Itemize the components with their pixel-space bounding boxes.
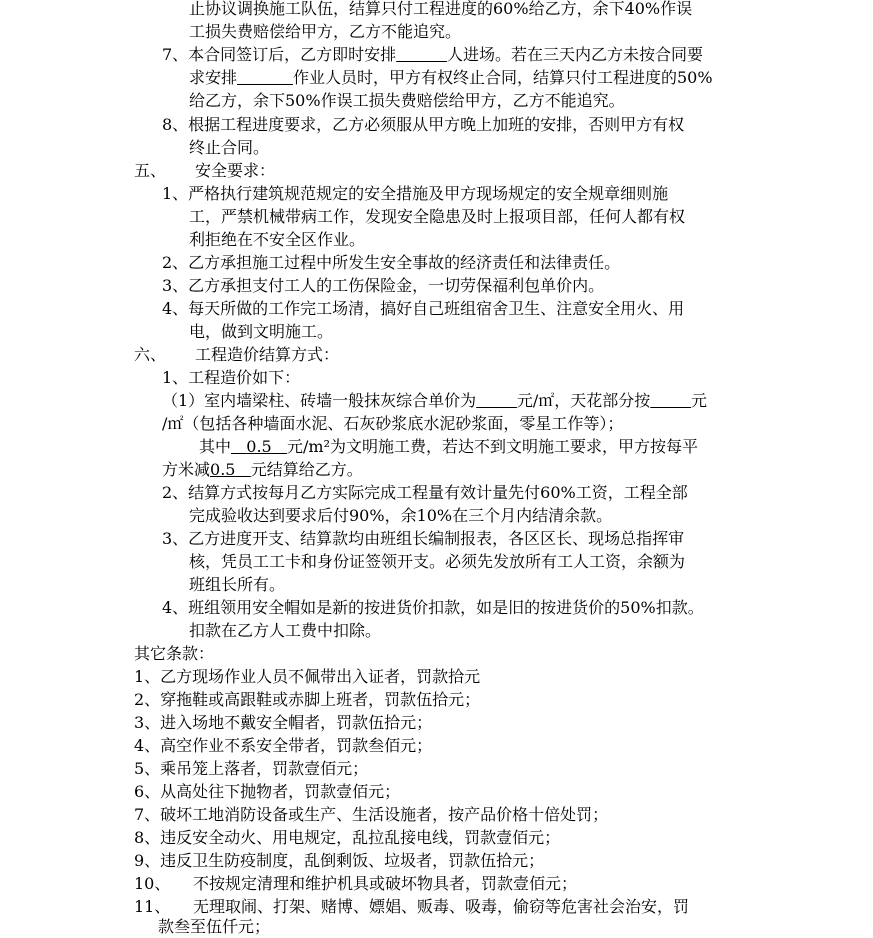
- section6-item-line: 3、乙方进度开支、结算款均由班组长编制报表，各区区长、现场总指挥审: [162, 529, 685, 548]
- section6-civilized-line2: [162, 458, 363, 481]
- other-clause-11-cont: 款叁至伍仟元；: [158, 917, 271, 936]
- section6-item-line: 2、结算方式按每月乙方实际完成工程量有效计量先付60%工资，工程全部: [162, 483, 688, 502]
- civ-deduct-value: [210, 460, 251, 479]
- item7-text-a: 7、本合同签订后，乙方即时安排: [162, 45, 397, 64]
- other-clause-item: 7、破坏工地消防设备或生产、生活设施者，按产品价格十倍处罚；: [134, 805, 609, 824]
- clause4-item7-line2: [189, 66, 713, 89]
- civ-text-b: 元/m²为文明施工费，若达不到文明施工要求，甲方按每平: [287, 437, 698, 456]
- section6-item1: 1、工程造价如下：: [162, 368, 301, 387]
- section6-item-line: 4、班组领用安全帽如是新的按进货价扣款，如是旧的按进货价的50%扣款。: [162, 598, 704, 617]
- clause4-item6-line2: 工损失费赔偿给甲方，乙方不能追究。: [189, 22, 462, 41]
- section6-number: 六、: [134, 345, 167, 364]
- clause4-item6-line1: 止协议调换施工队伍，结算只付工程进度的60%给乙方，余下40%作误: [189, 0, 693, 18]
- sub1-blank-ceiling-price: [650, 391, 691, 410]
- civ-fee-value: [231, 437, 287, 456]
- section6-item-line: 班组长所有。: [189, 575, 286, 594]
- other-clause-item: 8、违反安全动火、用电规定，乱拉乱接电线，罚款壹佰元；: [134, 828, 561, 847]
- section5-item-line: 2、乙方承担施工过程中所发生安全事故的经济责任和法律责任。: [162, 253, 621, 272]
- section5-item-line: 利拒绝在不安全区作业。: [189, 230, 366, 249]
- civ-deduct-number: 0.5: [210, 460, 236, 479]
- section6-civilized-line1: [199, 435, 698, 458]
- civ-text-a: 其中: [199, 437, 232, 456]
- item7-text-c: 求安排: [189, 68, 238, 87]
- section5-item-line: 电，做到文明施工。: [189, 322, 334, 341]
- section5-item-line: 1、严格执行建筑规范规定的安全措施及甲方现场规定的安全规章细则施: [162, 184, 669, 203]
- other-clause-item: 1、乙方现场作业人员不佩带出入证者，罚款拾元: [134, 667, 481, 686]
- other-clause-10-text: 不按规定清理和维护机具或破坏物具者，罚款壹佰元；: [193, 874, 578, 893]
- other-clause-item: 2、穿拖鞋或高跟鞋或赤脚上班者，罚款伍拾元；: [134, 690, 481, 709]
- other-clause-item: 6、从高处往下抛物者，罚款壹佰元；: [134, 782, 401, 801]
- sub1-text-a: （1）室内墙梁柱、砖墙一般抹灰综合单价为: [162, 391, 477, 410]
- clause4-item7-line3: 给乙方，余下50%作误工损失费赔偿给甲方，乙方不能追究。: [189, 91, 625, 110]
- sub1-text-b: 元/㎡，天花部分按: [516, 391, 651, 410]
- other-clause-11-number: 11、: [134, 897, 171, 916]
- clause4-item8-line2: 终止合同。: [189, 138, 270, 157]
- section6-title: 工程造价结算方式：: [195, 345, 340, 364]
- section6-item-line: 扣款在乙方人工费中扣除。: [189, 621, 382, 640]
- other-clause-item: 5、乘吊笼上落者，罚款壹佰元；: [134, 759, 369, 778]
- section6-sub1-line2: /㎡（包括各种墙面水泥、石灰砂浆底水泥砂浆面，零星工作等）；: [162, 414, 624, 433]
- civ-text-c: 方米减: [162, 460, 211, 479]
- section6-sub1-line1: [162, 389, 707, 412]
- section6-item-line: 完成验收达到要求后付90%，余10%在三个月内结清余款。: [189, 506, 613, 525]
- other-clause-item: 9、违反卫生防疫制度，乱倒剩饭、垃圾者，罚款伍拾元；: [134, 851, 545, 870]
- item7-text-b: 人进场。若在三天内乙方未按合同要: [447, 45, 704, 64]
- civ-text-d: 元结算给乙方。: [250, 460, 363, 479]
- other-clause-11-text: 无理取闹、打架、赌博、嫖娼、贩毒、吸毒，偷窃等危害社会治安，罚: [193, 897, 690, 916]
- section5-title: 安全要求：: [195, 161, 276, 180]
- other-clause-10-number: 10、: [134, 874, 171, 893]
- sub1-text-c: 元: [690, 391, 707, 410]
- other-clauses-title: 其它条款：: [134, 644, 215, 663]
- item7-blank-people: [396, 45, 447, 64]
- clause4-item7-line1: [162, 43, 703, 66]
- section5-number: 五、: [134, 161, 167, 180]
- section5-item-line: 3、乙方承担支付工人的工伤保险金，一切劳保福利包单价内。: [162, 276, 605, 295]
- section5-item-line: 4、每天所做的工作完工场清，搞好自己班组宿舍卫生、注意安全用火、用: [162, 299, 685, 318]
- item7-blank-workers: [237, 68, 293, 87]
- clause4-item8-line1: 8、根据工程进度要求，乙方必须服从甲方晚上加班的安排，否则甲方有权: [162, 115, 685, 134]
- civ-fee-number: 0.5: [246, 437, 272, 456]
- section5-item-line: 工，严禁机械带病工作，发现安全隐患及时上报项目部，任何人都有权: [189, 207, 686, 226]
- sub1-blank-wall-price: [476, 391, 517, 410]
- item7-text-d: 作业人员时，甲方有权终止合同，结算只付工程进度的50%: [292, 68, 713, 87]
- section6-item-line: 核，凭员工工卡和身份证签领开支。必须先发放所有工人工资，余额为: [189, 552, 686, 571]
- other-clause-item: 4、高空作业不系安全带者，罚款叁佰元；: [134, 736, 433, 755]
- other-clause-item: 3、进入场地不戴安全帽者，罚款伍拾元；: [134, 713, 433, 732]
